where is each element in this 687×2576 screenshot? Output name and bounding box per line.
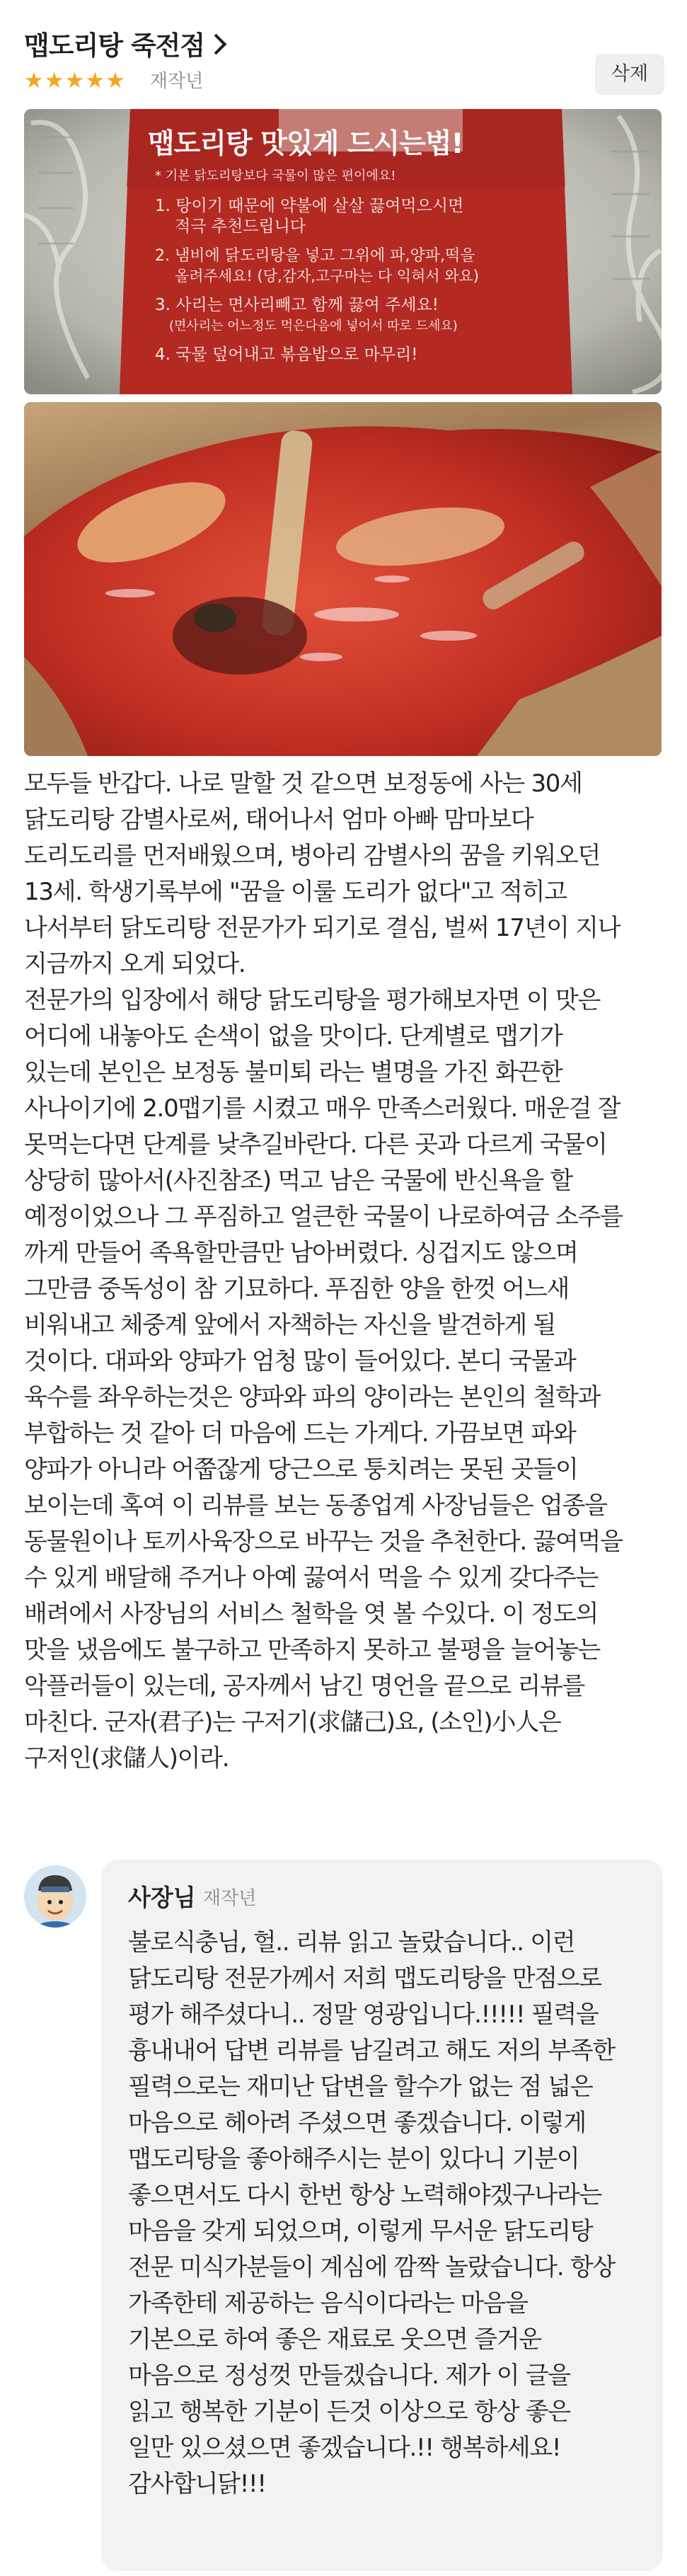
note-line: 1. 탕이기 때문에 약불에 살살 끓여먹으시면 xyxy=(155,197,464,215)
review-photo-note[interactable] xyxy=(24,109,662,394)
note-line: * 기본 닭도리탕보다 국물이 많은 편이에요! xyxy=(155,168,396,183)
owner-avatar xyxy=(24,1865,86,1928)
note-title: 맵도리탕 맛있게 드시는법! xyxy=(148,128,463,160)
rating-stars: ★★★★★ xyxy=(24,68,126,93)
note-line: 2. 냄비에 닭도리탕을 넣고 그위에 파,양파,떡을 xyxy=(155,247,475,265)
chef-avatar-icon xyxy=(24,1865,86,1928)
review-photo-stew[interactable] xyxy=(24,402,662,756)
note-line: 올려주세요! (당,감자,고구마는 다 익혀서 와요) xyxy=(175,268,480,285)
stew-photo-graphic xyxy=(24,402,662,756)
store-name: 맵도리탕 죽전점 xyxy=(24,30,205,61)
owner-reply-time: 재작년 xyxy=(203,1888,257,1909)
note-line: 4. 국물 덮어내고 볶음밥으로 마무리! xyxy=(155,345,418,364)
owner-label: 사장님 xyxy=(128,1884,196,1911)
note-line: 3. 사리는 면사리빼고 함께 끓여 주세요! xyxy=(155,296,439,314)
note-line: 적극 추천드립니다 xyxy=(175,217,306,236)
review-text: 모두들 반갑다. 나로 말할 것 같으면 보정동에 사는 30세 닭도리탕 감별사로써, 태어나서 엄마 아빠 맘마보다 도리도리를 먼저배웠으며, 병아리 감별사의 꿈을 키워오던 13세. 학생기록부에 "꿈을 이룰 도리가 없다"고 적히고 나서부터 닭도리탕 전문가가 되기로 결심, 벌써 17년이 지나 지금까지 오게 되었다. 전문가의 입장에서 해당 닭도리탕을 평가해보자면 이 맛은 어디에 내놓아도 손색이 없을 맛이다. 단계별로 맵기가 있는데 본인은 보정동 불미퇴 라는 별명을 가진 화끈한 사나이기에 2.0맵기를 시켰고 매우 만족스러웠다. 매운걸 잘 못먹는다면 단계를 낮추길바란다. 다른 곳과 다르게 국물이 상당히 많아서(사진참조) 먹고 남은 국물에 반신욕을 할 예정이었으나 그 푸짐하고 얼큰한 국물이 나로하여금 소주를 까게 만들어 족욕할만큼만 남아버렸다. 싱겁지도 않으며 그만큼 중독성이 참 기묘하다. 푸짐한 양을 한껏 어느새 비워내고 체중계 앞에서 자책하는 자신을 발견하게 될 것이다. 대파와 양파가 엄청 많이 들어있다. 본디 국물과 육수를 좌우하는것은 양파와 파의 양이라는 본인의 철학과 부합하는 것 같아 더 마음에 드는 가게다. 가끔보면 파와 양파가 아니라 어쭙잖게 당근으로 퉁치려는 못된 곳들이 보이는데 혹여 이 리뷰를 보는 동종업계 사장님들은 업종을 동물원이나 토끼사육장으로 바꾸는 것을 추천한다. 끓여먹을 수 있게 배달해 주거나 아예 끓여서 먹을 수 있게 갖다주는 배려에서 사장님의 서비스 철학을 엿 볼 수있다. 이 정도의 맛을 냈음에도 불구하고 만족하지 못하고 불평을 늘어놓는 악플러들이 있는데, 공자께서 남긴 명언을 끝으로 리뷰를 마친다. 군자(君子)는 구저기(求儲己)요, (소인)小人은 구저인(求儲人)이라. xyxy=(24,769,623,1773)
review-time: 재작년 xyxy=(150,71,204,92)
review-header xyxy=(24,17,664,95)
owner-reply xyxy=(101,1860,663,2571)
note-line: (면사리는 어느정도 먹은다음에 넣어서 따로 드세요) xyxy=(169,319,458,333)
chevron-right-icon xyxy=(206,34,227,55)
store-name-link[interactable] xyxy=(24,24,224,62)
note-lines xyxy=(155,166,551,365)
delete-button[interactable]: 삭제 xyxy=(595,54,664,95)
owner-reply-text: 불로식충님, 헐.. 리뷰 읽고 놀랐습니다.. 이런 닭도리탕 전문가께서 저희 맵도리탕을 만점으로 평가 해주셨다니.. 정말 영광입니다.!!!!! 필력을 흉내내어 답변 리뷰를 남길려고 해도 저의 부족한 필력으로는 재미난 답변을 할수가 없는 점 넓은 마음으로 헤아려 주셨으면 좋겠습니다. 이렇게 맵도리탕을 좋아해주시는 분이 있다니 기분이 좋으면서도 다시 한번 항상 노력해야겠구나라는 마음을 갖게 되었으며, 이렇게 무서운 닭도리탕 전문 미식가분들이 계심에 깜짝 놀랐습니다. 항상 가족한테 제공하는 음식이다라는 마음을 기본으로 하여 좋은 재료로 웃으면 즐거운 마음으로 정성껏 만들겠습니다. 제가 이 글을 읽고 행복한 기분이 든것 이상으로 항상 좋은 일만 있으셨으면 좋겠습니다.!! 행복하세요! 감사합니닭!!! xyxy=(128,1928,615,2498)
